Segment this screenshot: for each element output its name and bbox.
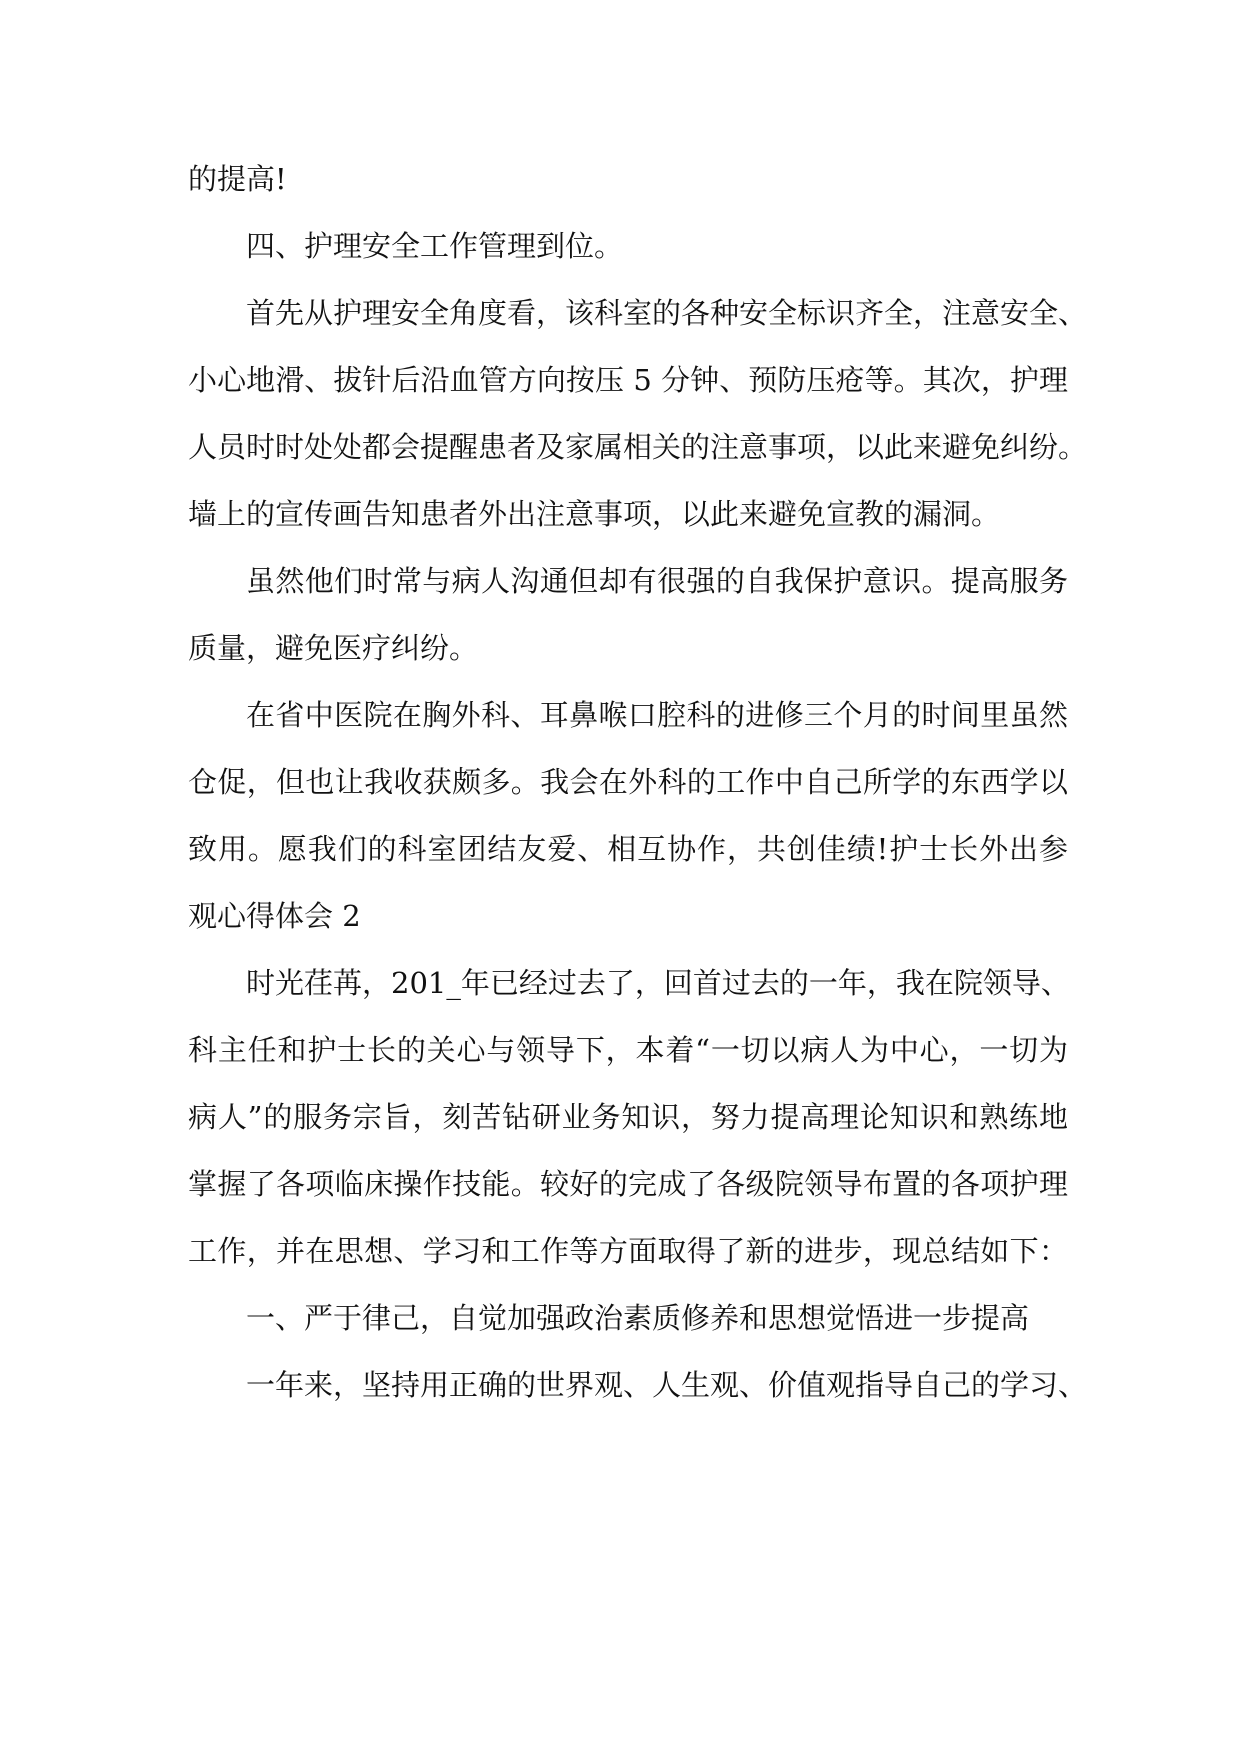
text-line: 在省中医院在胸外科、耳鼻喉口腔科的进修三个月的时间里虽然 xyxy=(246,698,1068,732)
text-line: 一年来，坚持用正确的世界观、人生观、价值观指导自己的学习、 xyxy=(246,1368,1088,1402)
text-line: 时光荏苒，201_年已经过去了，回首过去的一年，我在院领导、 xyxy=(246,966,1070,1000)
text-line: 一、严于律己，自觉加强政治素质修养和思想觉悟进一步提高 xyxy=(246,1301,1030,1335)
text-line: 首先从护理安全角度看，该科室的各种安全标识齐全，注意安全、 xyxy=(246,296,1088,330)
text-line: 仓促，但也让我收获颇多。我会在外科的工作中自己所学的东西学以 xyxy=(188,765,1068,799)
text-line: 工作，并在思想、学习和工作等方面取得了新的进步，现总结如下： xyxy=(188,1234,1068,1268)
text-line: 掌握了各项临床操作技能。较好的完成了各级院领导布置的各项护理 xyxy=(188,1167,1068,1201)
text-line: 人员时时处处都会提醒患者及家属相关的注意事项，以此来避免纠纷。 xyxy=(188,430,1088,464)
text-line: 观心得体会 2 xyxy=(188,899,361,933)
text-line: 小心地滑、拔针后沿血管方向按压 5 分钟、预防压疮等。其次，护理 xyxy=(188,363,1068,397)
text-line: 病人”的服务宗旨，刻苦钻研业务知识，努力提高理论知识和熟练地 xyxy=(188,1100,1068,1134)
text-line: 致用。愿我们的科室团结友爱、相互协作，共创佳绩!护士长外出参 xyxy=(188,832,1068,866)
text-line: 的提高! xyxy=(188,162,287,196)
text-line: 科主任和护士长的关心与领导下，本着“一切以病人为中心，一切为 xyxy=(188,1033,1068,1067)
text-line: 虽然他们时常与病人沟通但却有很强的自我保护意识。提高服务 xyxy=(246,564,1068,598)
text-line: 四、护理安全工作管理到位。 xyxy=(246,229,624,263)
text-line: 质量，避免医疗纠纷。 xyxy=(188,631,479,665)
text-line: 墙上的宣传画告知患者外出注意事项，以此来避免宣教的漏洞。 xyxy=(188,497,1001,531)
